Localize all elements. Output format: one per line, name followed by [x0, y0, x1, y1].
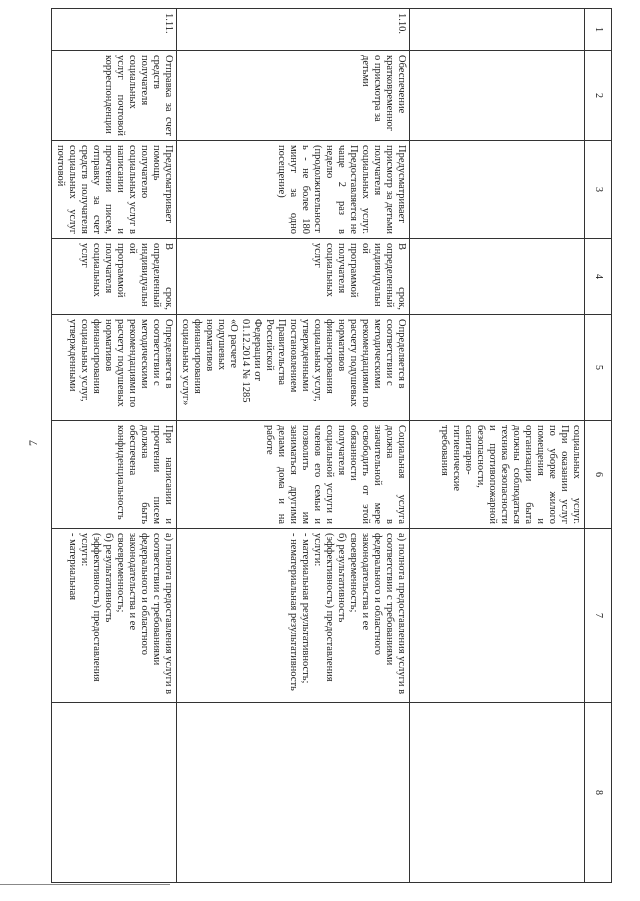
row-number-cell: 1.11. [52, 9, 177, 51]
header-cell-4: 4 [585, 239, 612, 315]
service-quality-cell [410, 529, 585, 703]
table-header-row [585, 9, 612, 883]
service-notes-cell [410, 703, 585, 883]
service-name-cell [410, 51, 585, 141]
service-term-cell [410, 239, 585, 315]
service-name-cell: Отправка за счет средств получателя социальных услуг почтовой корреспонденции [52, 51, 177, 141]
header-cell-3: 3 [585, 141, 612, 239]
service-cost-cell [410, 315, 585, 421]
header-cell-7: 7 [585, 529, 612, 703]
service-notes-cell [52, 703, 177, 883]
service-description-cell [410, 141, 585, 239]
service-name-cell: Обеспечение кратковременного присмотра за детьми [177, 51, 410, 141]
table-row [52, 9, 177, 883]
service-conditions-cell: При написании и прочтении писем должна быть обеспечена конфиденциальность [52, 421, 177, 529]
header-cell-8: 8 [585, 703, 612, 883]
table-row [177, 9, 410, 883]
row-number-cell [410, 9, 585, 51]
service-quality-cell: а) полнота предоставления услуги в соответствии с требованиями федерального и областного законодательства и ее своевременность; б) результативность (эффективность) предоставления услуги: - материальная [52, 529, 177, 703]
row-number-cell: 1.10. [177, 9, 410, 51]
service-description-cell: Предусматривает помощь получателю социальных услуг в написании и прочтении писем, отправку за счет средств получателя социальных услуг почтовой [52, 141, 177, 239]
table-row [410, 9, 585, 883]
header-cell-1: 1 [585, 9, 612, 51]
service-term-cell: В срок, определенный индивидуальной программой получателя социальных услуг [52, 239, 177, 315]
service-cost-cell: Определяется в соответствии с методическими рекомендациями по расчету подушевых нормативов финансирования социальных услуг, утвержденными [52, 315, 177, 421]
header-cell-2: 2 [585, 51, 612, 141]
rotated-page [55, 8, 612, 882]
service-conditions-cell: социальных услуг. При оказании услуг по уборке жилого помещения и организации быта должны соблюдаться техника безопасности и противопожарной безопасности, санитарно-гигиенические требования [410, 421, 585, 529]
service-cost-cell: Определяется в соответствии с методическими рекомендациями по расчету подушевых нормативов финансирования социальных услуг, утвержденными постановлением Правительства Российской Федерации от 01.12.2014 № 1285 «О расчете подушевых нормативов финансирования социальных услуг» [177, 315, 410, 421]
service-term-cell: В срок, определенный индивидуальной программой получателя социальных услуг [177, 239, 410, 315]
services-table [51, 8, 612, 883]
header-cell-5: 5 [585, 315, 612, 421]
service-description-cell: Предусматривает присмотр за детьми получателя социальных услуг. Предоставляется не чаще 2 раз в неделю (продолжительность - не более 180 минут за одно посещение) [177, 141, 410, 239]
service-notes-cell [177, 703, 410, 883]
page-number: 7 [26, 440, 40, 446]
service-conditions-cell: Социальная услуга должна в значительной мере освободить от этой обязанности получателя социальной услуги и членов его семьи и позволить им заниматься другими делами дома и на работе [177, 421, 410, 529]
header-cell-6: 6 [585, 421, 612, 529]
scan-edge-line [0, 884, 170, 885]
service-quality-cell: а) полнота предоставления услуги в соответствии с требованиями федерального и областного законодательства и ее своевременность; б) результативность (эффективность) предоставления услуги: - материальная результативность; - нематериальная результативность [177, 529, 410, 703]
